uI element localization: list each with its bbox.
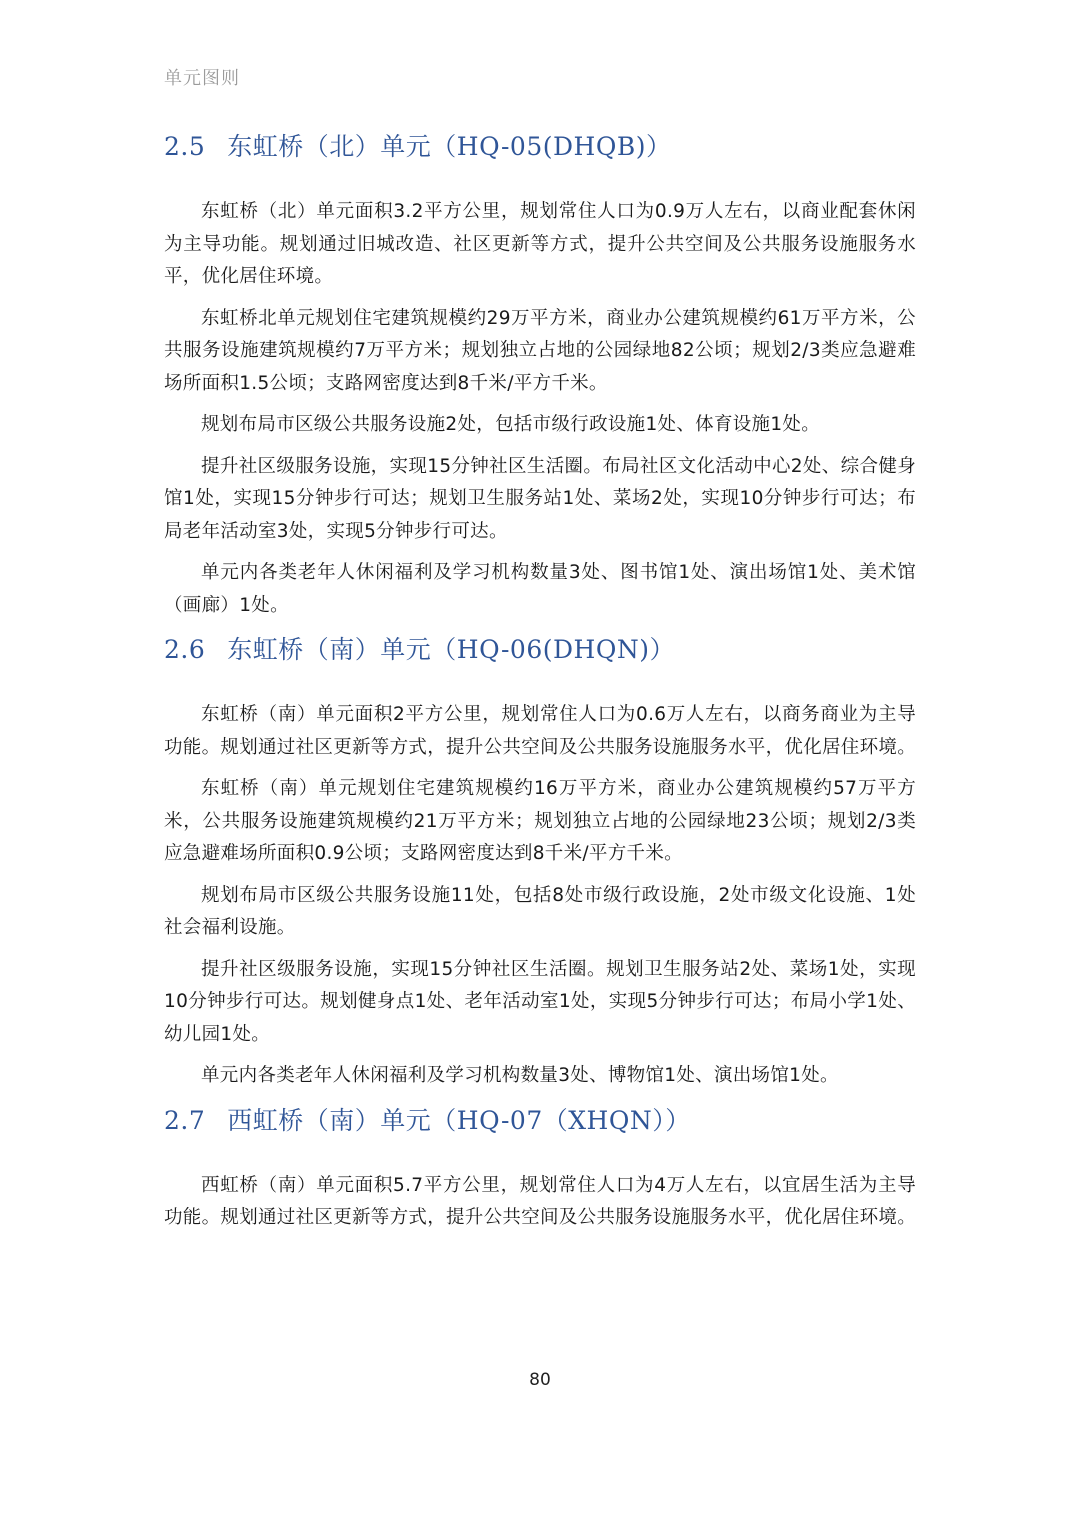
paragraph: 单元内各类老年人休闲福利及学习机构数量3处、博物馆1处、演出场馆1处。 xyxy=(201,1065,839,1086)
section-title-text: 东虹桥（南）单元（HQ-06(DHQN)） xyxy=(227,635,675,664)
paragraph: 提升社区级服务设施，实现15分钟社区生活圈。规划卫生服务站2处、菜场1处，实现10分钟步行可达。规划健身点1处、老年活动室1处，实现5分钟步行可达；布局小学1处、幼儿园1处。 xyxy=(164,958,916,1045)
running-header: 单元图则 xyxy=(164,68,240,89)
paragraph: 东虹桥（南）单元规划住宅建筑规模约16万平方米，商业办公建筑规模约57万平方米，公共服务设施建筑规模约21万平方米；规划独立占地的公园绿地23公顷；规划2/3类应急避难场所面积0.9公顷；支路网密度达到8千米/平方千米。 xyxy=(164,778,916,864)
section-2-5 xyxy=(164,128,916,622)
section-number: 2.6 xyxy=(164,635,206,664)
paragraph: 规划布局市区级公共服务设施11处，包括8处市级行政设施，2处市级文化设施、1处社会福利设施。 xyxy=(164,884,916,938)
section-2-7 xyxy=(164,1102,916,1235)
paragraph: 东虹桥（北）单元面积3.2平方公里，规划常住人口为0.9万人左右，以商业配套休闲为主导功能。规划通过旧城改造、社区更新等方式，提升公共空间及公共服务设施服务水平，优化居住环境。 xyxy=(164,201,916,287)
section-heading xyxy=(164,128,916,166)
section-2-6 xyxy=(164,631,916,1093)
section-heading xyxy=(164,1102,916,1140)
section-number: 2.7 xyxy=(164,1105,206,1135)
paragraph: 西虹桥（南）单元面积5.7平方公里，规划常住人口为4万人左右，以宜居生活为主导功能。规划通过社区更新等方式，提升公共空间及公共服务设施服务水平，优化居住环境。 xyxy=(164,1174,917,1228)
paragraph: 提升社区级服务设施，实现15分钟社区生活圈。布局社区文化活动中心2处、综合健身馆1处，实现15分钟步行可达；规划卫生服务站1处、菜场2处，实现10分钟步行可达；布局老年活动室3处，实现5分钟步行可达。 xyxy=(164,455,916,542)
page-number: 80 xyxy=(529,1370,551,1390)
section-heading xyxy=(164,631,916,669)
section-number: 2.5 xyxy=(164,132,206,161)
paragraph: 东虹桥北单元规划住宅建筑规模约29万平方米，商业办公建筑规模约61万平方米，公共服务设施建筑规模约7万平方米；规划独立占地的公园绿地82公顷；规划2/3类应急避难场所面积1.5公顷；支路网密度达到8千米/平方千米。 xyxy=(164,307,916,394)
paragraph: 单元内各类老年人休闲福利及学习机构数量3处、图书馆1处、演出场馆1处、美术馆（画廊）1处。 xyxy=(164,562,916,616)
section-title-text: 东虹桥（北）单元（HQ-05(DHQB)） xyxy=(227,132,672,161)
paragraph: 规划布局市区级公共服务设施2处，包括市级行政设施1处、体育设施1处。 xyxy=(201,414,821,435)
section-title-text: 西虹桥（南）单元（HQ-07（XHQN）） xyxy=(227,1105,691,1135)
paragraph: 东虹桥（南）单元面积2平方公里，规划常住人口为0.6万人左右，以商务商业为主导功能。规划通过社区更新等方式，提升公共空间及公共服务设施服务水平，优化居住环境。 xyxy=(164,704,917,758)
document-body xyxy=(164,128,916,1244)
